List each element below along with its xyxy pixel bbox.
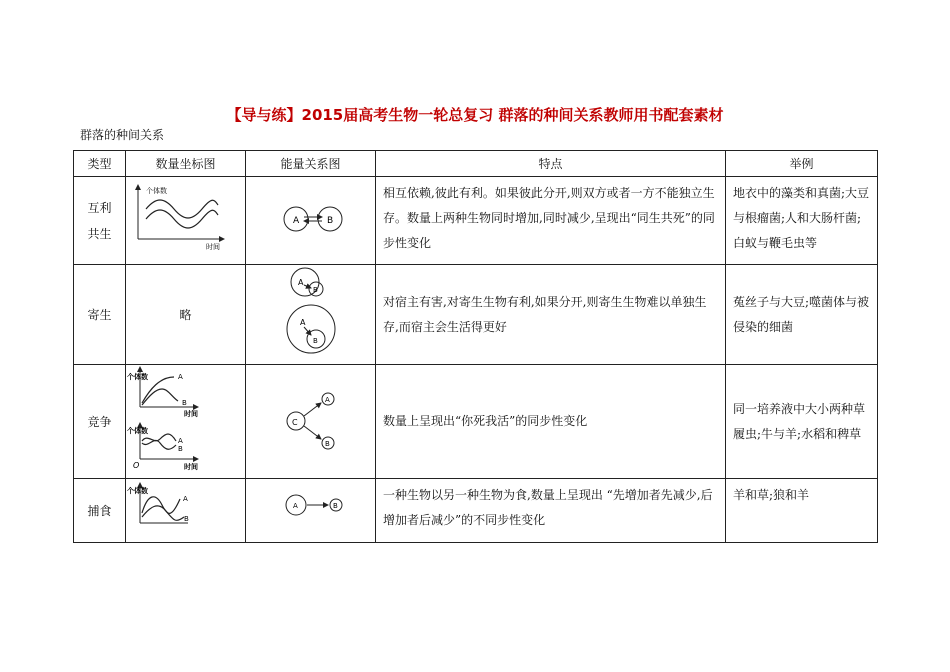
header-row: [74, 151, 878, 177]
mutualism-graph: [126, 177, 246, 261]
header-energy: 能量关系图: [246, 151, 376, 177]
bottom-x-label: 时间: [184, 463, 198, 471]
host-circle-bottom: [287, 305, 335, 353]
top-b-label: B: [182, 399, 187, 407]
node-b-label: B: [325, 440, 330, 448]
predation-energy: [246, 489, 376, 529]
node-c-label: C: [292, 418, 298, 427]
features-cell: 相互依赖,彼此有利。如果彼此分开,则双方或者一方不能独立生存。数量上两种生物同时增加,同时减少,呈现出“同生共死”的同步性变化: [376, 177, 726, 265]
table-row: [74, 265, 878, 365]
y-axis-label: 个体数: [127, 487, 148, 495]
relations-table: [73, 150, 878, 543]
energy-cell: [246, 365, 376, 479]
mutualism-energy: [246, 189, 376, 249]
graph-cell: [126, 479, 246, 543]
curve-b: [142, 506, 184, 521]
header-examples: 举例: [726, 151, 878, 177]
energy-cell: [246, 177, 376, 265]
page-title: 【导与练】2015届高考生物一轮总复习 群落的种间关系教师用书配套素材: [226, 106, 724, 124]
type-cell: 寄生: [74, 265, 126, 365]
arrow-c-b: [304, 426, 321, 439]
examples-cell: 地衣中的藻类和真菌;大豆与根瘤菌;人和大肠杆菌;白蚁与鞭毛虫等: [726, 177, 878, 265]
node-b-label: B: [327, 216, 334, 226]
arrow-c-a: [304, 403, 321, 416]
parasite-label-bottom: B: [313, 337, 318, 345]
arrow-bottom: [304, 327, 311, 335]
top-x-label: 时间: [184, 410, 198, 418]
energy-cell: [246, 479, 376, 543]
table-row: [74, 479, 878, 543]
graph-cell: [126, 365, 246, 479]
b-label: B: [184, 515, 189, 523]
node-a-label: A: [293, 502, 298, 510]
origin-label: O: [133, 461, 140, 470]
header-features: 特点: [376, 151, 726, 177]
features-cell: 对宿主有害,对寄生生物有利,如果分开,则寄生生物难以单独生存,而宿主会生活得更好: [376, 265, 726, 365]
host-label-bottom: A: [300, 318, 306, 327]
parasite-label-top: B: [313, 286, 318, 294]
parasitism-energy: [246, 265, 376, 361]
x-axis-label: 时间: [206, 243, 220, 251]
top-curve-b: [142, 389, 178, 405]
type-label: 互利共生: [87, 200, 112, 241]
bottom-b-label: B: [178, 445, 183, 453]
header-type: 类型: [74, 151, 126, 177]
type-cell: [74, 177, 126, 265]
graph-cell: [126, 177, 246, 265]
bottom-curve-b: [142, 440, 176, 449]
competition-graph: [126, 365, 246, 475]
table-row: [74, 365, 878, 479]
bottom-curve-a: [142, 434, 176, 441]
type-cell: 竞争: [74, 365, 126, 479]
node-a-label: A: [325, 396, 330, 404]
host-label-top: A: [298, 278, 304, 287]
table-row: [74, 177, 878, 265]
features-cell: 数量上呈现出“你死我活”的同步性变化: [376, 365, 726, 479]
graph-cell: 略: [126, 265, 246, 365]
predation-graph: [126, 479, 246, 539]
top-a-label: A: [178, 373, 183, 381]
node-a-label: A: [293, 216, 300, 226]
curve-a: [146, 200, 218, 218]
y-axis-label: 个体数: [146, 187, 167, 195]
type-cell: 捕食: [74, 479, 126, 543]
bottom-a-label: A: [178, 437, 183, 445]
energy-cell: [246, 265, 376, 365]
table-caption: 群落的种间关系: [80, 128, 165, 142]
curve-b: [146, 210, 218, 228]
examples-cell: 同一培养液中大小两种草履虫;牛与羊;水稻和稗草: [726, 365, 878, 479]
header-graph: 数量坐标图: [126, 151, 246, 177]
examples-cell: 羊和草;狼和羊: [726, 479, 878, 543]
node-b-label: B: [333, 502, 338, 510]
features-cell: 一种生物以另一种生物为食,数量上呈现出 “先增加者先减少,后增加者后减少”的不同步性变化: [376, 479, 726, 543]
a-label: A: [183, 495, 188, 503]
top-y-label: 个体数: [127, 373, 148, 381]
examples-cell: 菟丝子与大豆;噬菌体与被侵染的细菌: [726, 265, 878, 365]
competition-energy: [246, 375, 376, 465]
bottom-y-label: 个体数: [127, 427, 148, 435]
